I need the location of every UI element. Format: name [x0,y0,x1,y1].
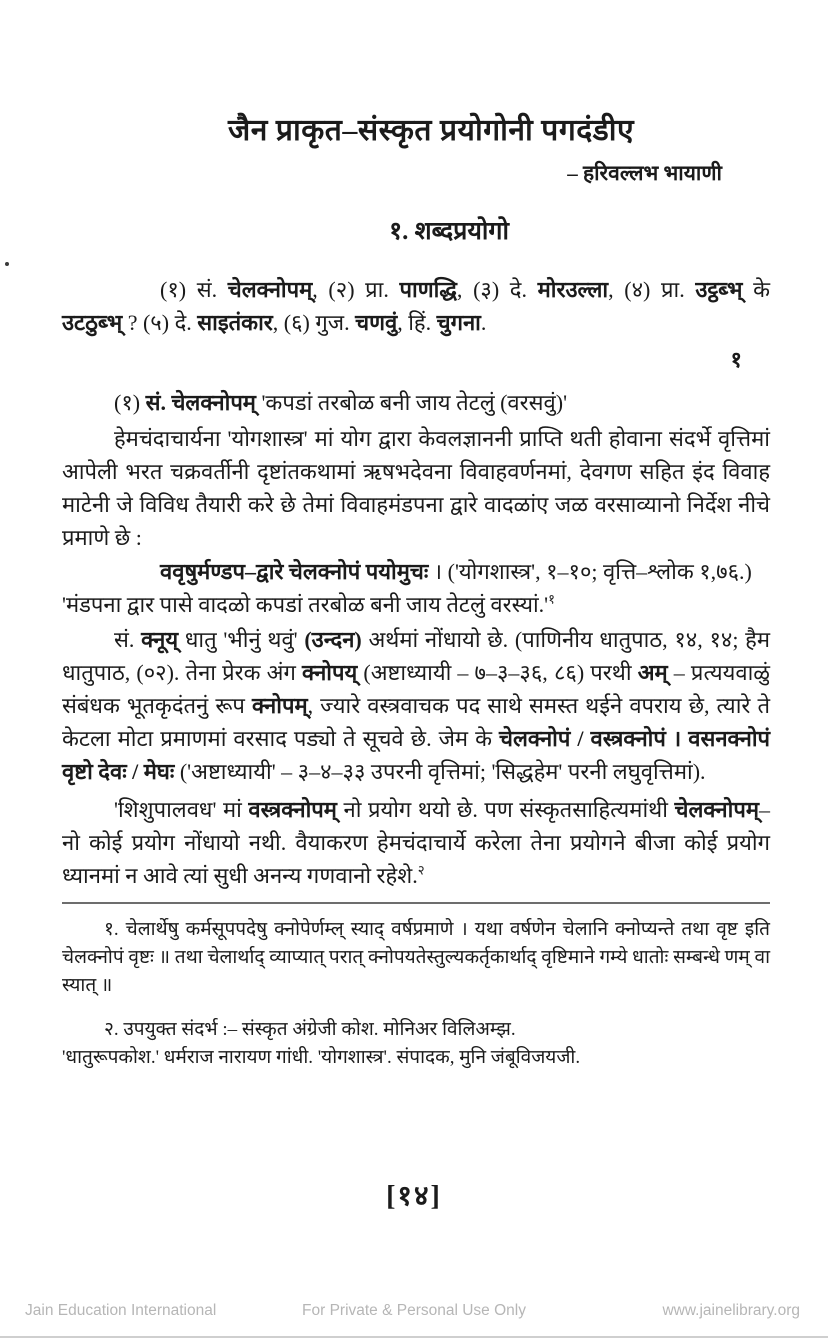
paragraph-usage: 'शिशुपालवध' मां वस्त्रक्नोपम् नो प्रयोग थयो छे. पण संस्कृतसाहित्यमांथी चेलक्नोपम्–नो कोई प्रयोग नोंधायो नथी. वैयाकरण हेमचंदाचार्ये करेला तेना प्रयोगने बीजा कोई प्रयोग ध्यानमां न आवे त्यां सुधी अनन्य गणवानो रहेशे.$^२$ [62,797,770,888]
verse-translation-line: 'मंडपना द्वार पासे वादळो कपडां तरबोळ बनी जाय तेटलुं $वरस्यां.'^१$ [62,591,555,617]
footnote-2-line-1: २. उपयुक्त संदर्भ :– संस्कृत अंग्रेजी कोश. मोनिअर विलिअम्झ. [104,1019,516,1040]
paragraph-grammar: सं. क्नूय् धातु 'भीनुं थवुं' (उन्दन) अर्थमां नोंधायो छे. (पाणिनीय धातुपाठ, १४, १४; हैम धातुपाठ, (०२). तेना प्रेरक अंग क्नोपय् (अष्टाध्यायी – ७–३–३६, ८६) परथी अम् – प्रत्ययवाळुं संबंधक भूतकृदंतनुं रूप क्नोपम्, ज्यारे वस्त्रवाचक पद साथे समस्त थईने वपराय छे, त्यारे ते केटला मोटा प्रमाणमां वरसाद पड्यो ते सूचवे छे. जेम के चेलक्नोपं / वस्त्रक्नोपं । वसनक्नोपं वृष्टो देवः / मेघः ('अष्टाध्यायी' – ३–४–३३ उपरनी वृत्तिमां; 'सिद्धहेम' परनी लघुवृत्तिमां). [62,627,771,784]
footer-usage-notice-text: For Private & Personal Use Only [302,1302,526,1319]
scanner-footer-bar [0,1288,828,1338]
section-heading: १. शब्दप्रयोगो [389,218,509,245]
footnote-separator-rule [62,902,770,904]
paragraph-word-list: (१) सं. चेलक्नोपम्, (२) प्रा. पाणद्धि, (३) दे. मोरउल्ला, (४) प्रा. उट्ठब्भ् के उटठुब्भ् ? (५) दे. साइतंकार, (६) गुज. चणवुं, हिं. चुगना. [62,277,770,335]
paragraph-context: हेमचंदाचार्यना 'योगशास्त्र' मां योग द्वारा केवलज्ञाननी प्राप्ति थती होवाना संदर्भे वृत्तिमां आपेली भरत चक्रवर्तीनी दृष्टांतकथामां ऋषभदेवना विवाहवर्णनमां, देवगण सहित इंद विवाह माटेनी जे विविध तैयारी करे छे तेमां विवाहमंडपना द्वारे वादळांए जळ वरसाव्यानो निर्देश नीचे प्रमाणे छे : [62,426,770,550]
footnotes-section [62,916,770,1072]
scan-artifact-dot [5,262,9,266]
footnote-1: १. चेलार्थेषु कर्मसूपपदेषु क्नोपेर्णम्ल् स्याद् वर्षप्रमाणे । यथा वर्षणेन चेलानि क्नोप्यन्ते तथा वृष्ट इति चेलक्नोपं वृष्टः ॥ तथा चेलार्थाद् व्याप्यात् परात् क्नोपयतेस्तुल्यकर्तृकार्थाद् वृष्टिमाने गम्ये धातोः सम्बन्धे णम् वा स्यात् ॥ [62,919,770,996]
page-title: जैन प्राकृत–संस्कृत प्रयोगोनी पगदंडीए [228,114,635,147]
footnote-2-line-2: 'धातुरूपकोश.' धर्मराज नारायण गांधी. 'योगशास्त्र'. संपादक, मुनि जंबूविजयजी. [62,1047,581,1068]
document-body [62,273,770,892]
author-byline: – हरिवल्लभ भायाणी [567,161,722,185]
paragraph-entry: (१) सं. चेलक्नोपम् 'कपडां तरबोळ बनी जाय तेटलुं (वरसवुं)' [114,390,568,415]
verse-citation-line: ववृषुर्मण्डप–द्वारे चेलक्नोपं पयोमुचः । ('योगशास्त्र', १–१०; वृत्ति–श्लोक १,७६.) [160,559,752,584]
footer-website-text: www.jainelibrary.org [662,1302,800,1319]
margin-ref-number: १ [730,347,742,372]
page-number: [१४] [386,1181,442,1212]
footer-publisher-text: Jain Education International [25,1302,217,1319]
